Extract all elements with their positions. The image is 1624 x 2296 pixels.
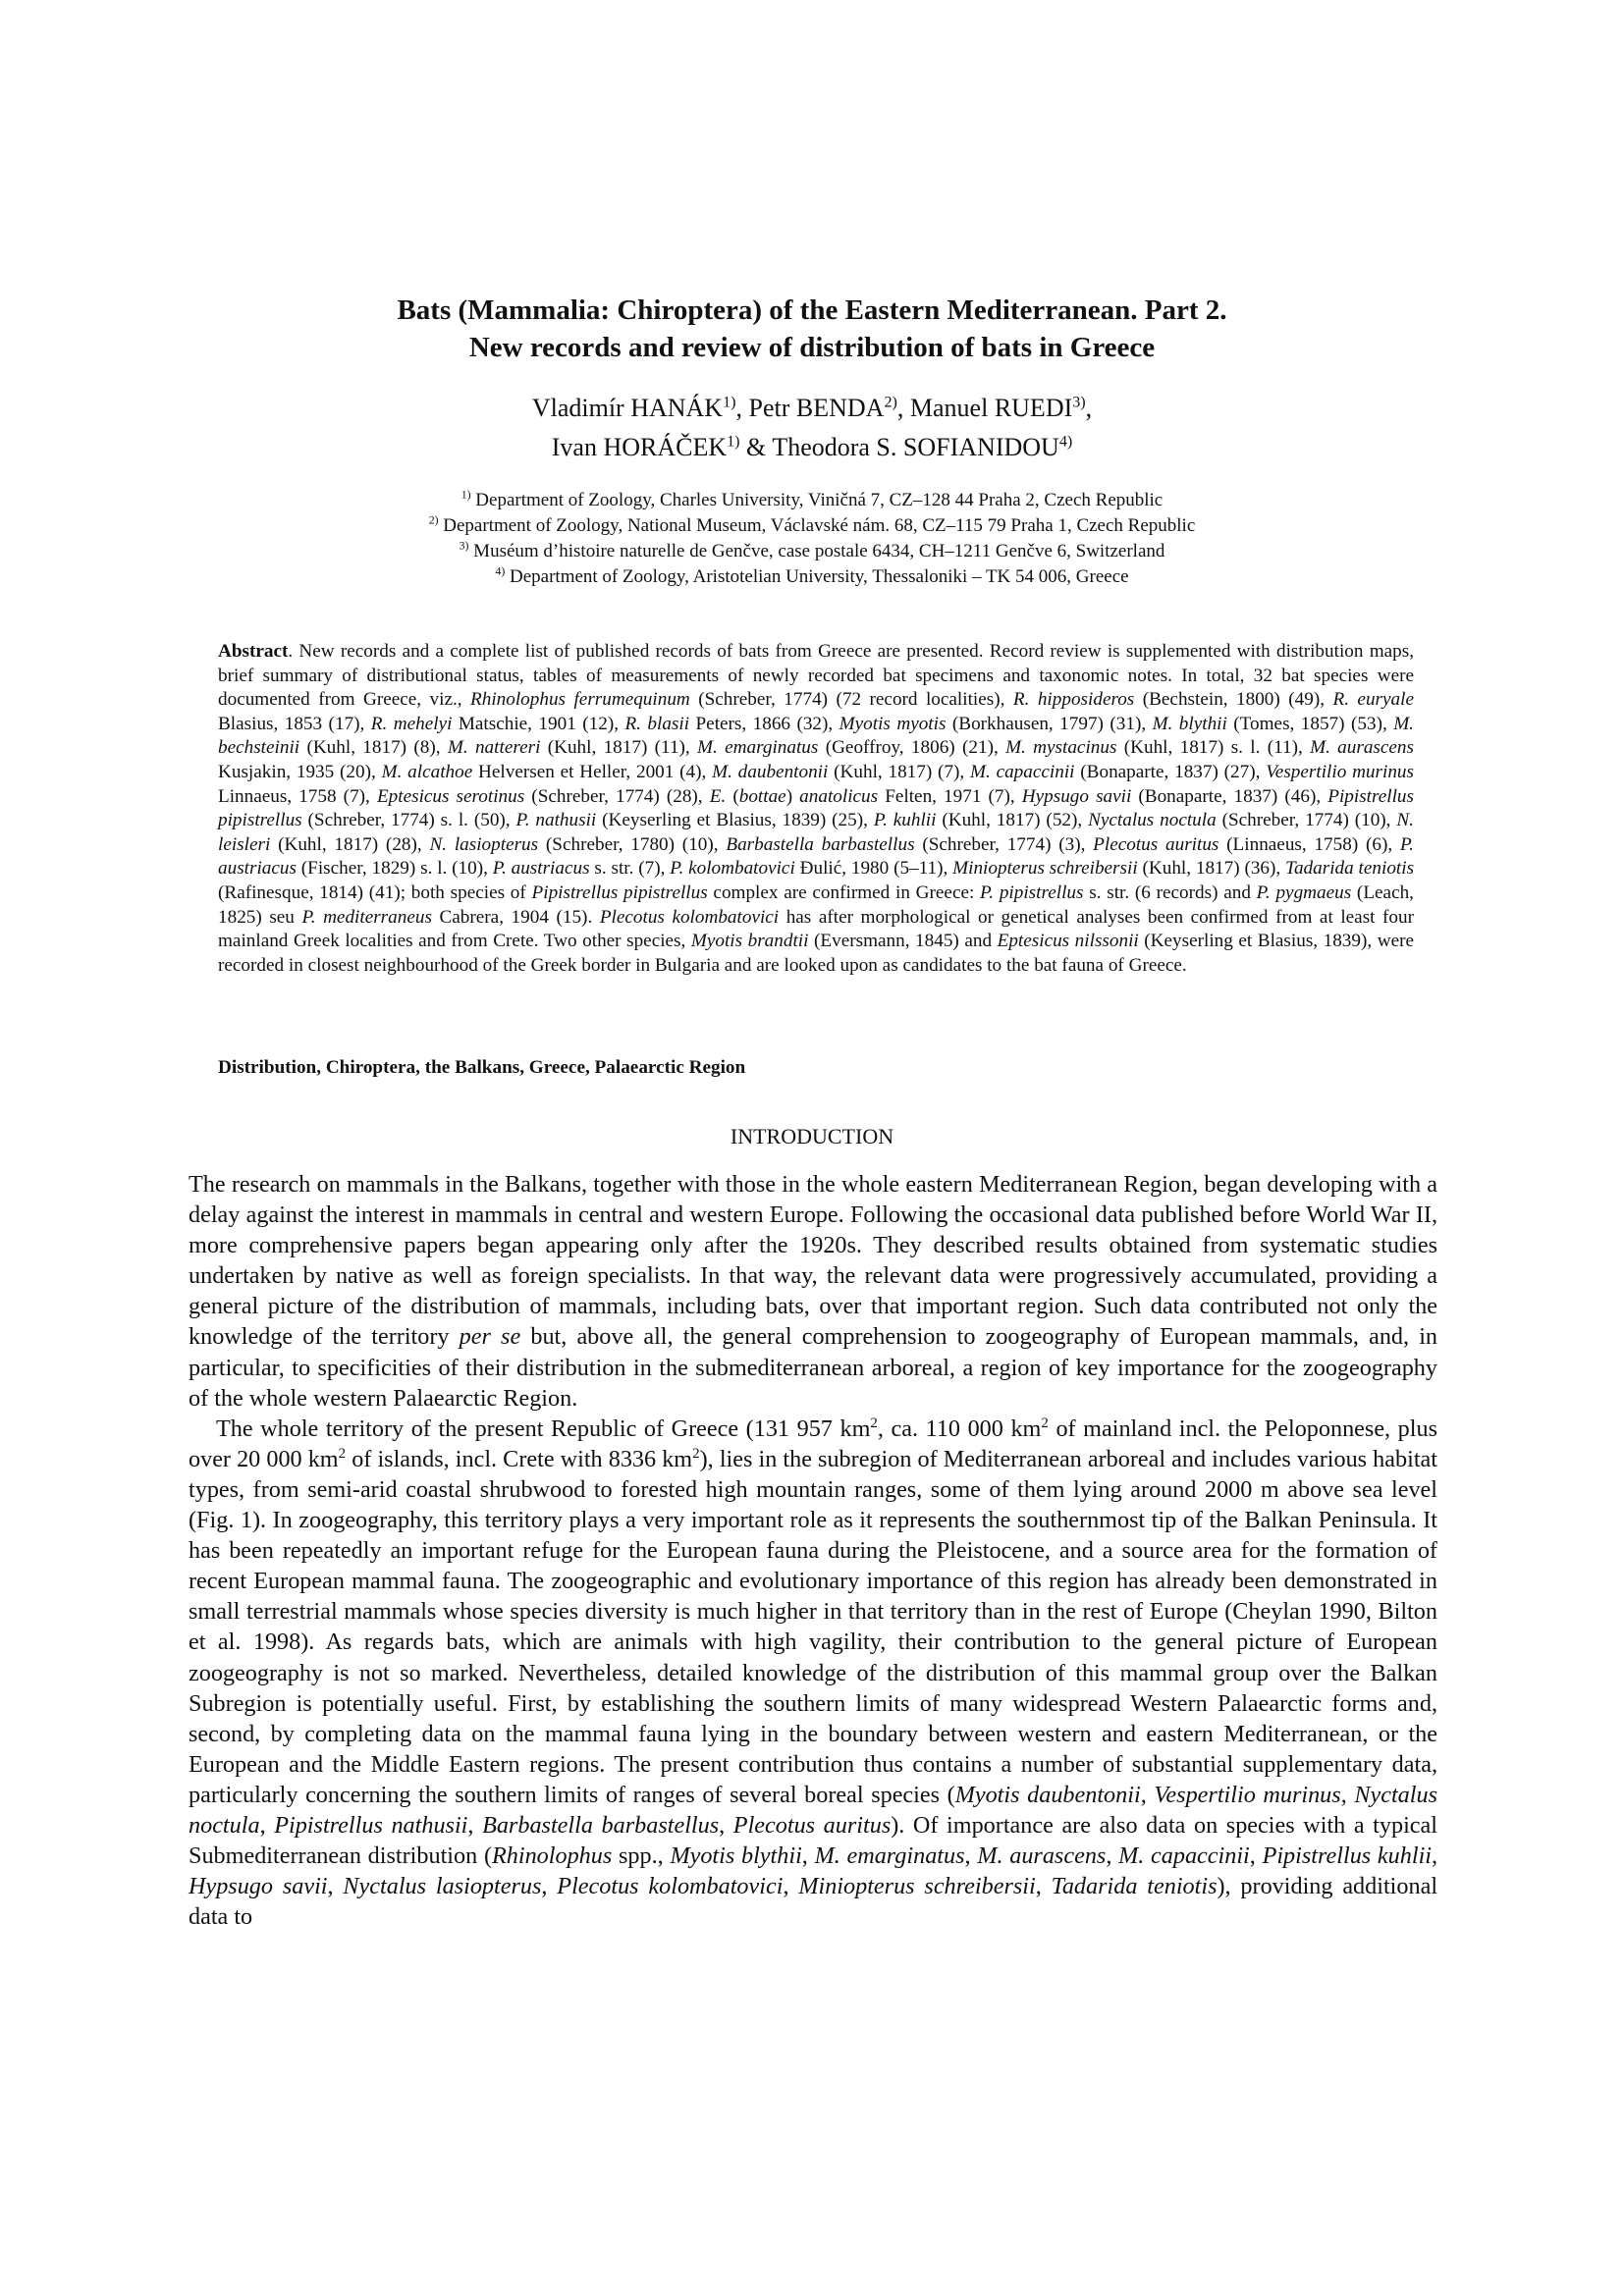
italic-term: Myotis brandtii xyxy=(690,931,809,952)
text-run: , xyxy=(783,1873,799,1900)
text-run: complex are confirmed in Greece: xyxy=(707,881,981,903)
italic-term: Nyctalus lasiopterus xyxy=(343,1873,542,1900)
italic-term: Pipistrellus pipistrellus xyxy=(218,785,1414,831)
text-run: The research on mammals in the Balkans, together with those in the whole eastern Mediterranean Region, began developing with a delay against the interest in mammals in central and western Europe. Following the occasional data published before World War II, more comprehensive papers began appearing only after the 1920s. They described results obtained from systematic studies undertaken by native as well as foreign specialists. In that way, the relevant data were progressively accumulated, providing a general picture of the distribution of mammals, including bats, over that important region. Such data contributed not only the knowledge of the territory xyxy=(189,1171,1437,1351)
italic-term: Plecotus auritus xyxy=(1093,833,1219,855)
italic-term: Myotis blythii xyxy=(670,1842,802,1870)
text-run: Helversen et Heller, 2001 (4), xyxy=(472,761,713,782)
text-run: , xyxy=(801,1842,815,1870)
affiliation: $^{1)}$ Department of Zoology, Charles University, Viničná 7, CZ–128 44 Praha 2, Czech Republic xyxy=(460,488,1164,510)
italic-term: Barbastella barbastellus xyxy=(482,1811,720,1839)
paper-title-line-2: New records and review of distribution of bats in Greece xyxy=(468,332,1156,363)
italic-term: P. nathusii xyxy=(515,810,597,831)
text-run: (Schreber, 1774) (3), xyxy=(914,833,1094,855)
author: Vladimír HANÁK$^{1)}$ xyxy=(531,394,736,422)
introduction-body xyxy=(189,1169,1437,1932)
italic-term: R. mehelyi xyxy=(370,713,453,734)
text-run: , xyxy=(1035,1873,1052,1900)
text-run: Matschie, 1901 (12), xyxy=(452,713,625,734)
text-run: (Linnaeus, 1758) (6), xyxy=(1218,833,1400,855)
text-run: , xyxy=(259,1811,275,1839)
italic-term: Plecotus kolombatovici xyxy=(599,906,780,928)
italic-term: N. lasiopterus xyxy=(429,833,539,855)
text-run: s. str. (7), xyxy=(589,858,671,880)
italic-term: Hypsugo savii xyxy=(189,1873,328,1900)
text-run: (Schreber, 1774) (72 record localities), xyxy=(689,689,1013,711)
paper-title-line-1: Bats (Mammalia: Chiroptera) of the Eastern Mediterranean. Part 2. xyxy=(397,294,1227,326)
text-run: , xyxy=(964,1842,978,1870)
text-run: (Borkhausen, 1797) (31), xyxy=(946,713,1153,734)
text-run: (Kuhl, 1817) (28), xyxy=(270,833,430,855)
affiliation: $^{3)}$ Muséum d’histoire naturelle de Genčve, case postale 6434, CH–1211 Genčve 6, Switzerland xyxy=(459,539,1165,561)
text-run: (Kuhl, 1817) (52), xyxy=(936,810,1089,831)
author: Manuel RUEDI$^{3)}$ xyxy=(909,394,1086,422)
italic-term: Pipistrellus pipistrellus xyxy=(531,881,708,903)
abstract xyxy=(218,640,1414,978)
text-run: (Kuhl, 1817) (8), xyxy=(299,737,448,759)
text-run: , xyxy=(719,1811,733,1839)
italic-term: M. capaccinii xyxy=(1118,1842,1250,1870)
text-run: (Keyserling et Blasius, 1839) (25), xyxy=(596,810,874,831)
text-run: (Bechstein, 1800) (49), xyxy=(1134,689,1333,711)
paragraph xyxy=(189,1169,1437,1414)
italic-term: Eptesicus nilssonii xyxy=(997,931,1139,952)
superscript: 2 xyxy=(338,1445,347,1462)
italic-term: P. pygmaeus xyxy=(1256,881,1352,903)
text-run: spp., xyxy=(612,1842,671,1870)
italic-term: Miniopterus schreibersii xyxy=(952,858,1138,880)
italic-term: M. alcathoe xyxy=(381,761,473,782)
text-run: of islands, incl. Crete with 8336 km xyxy=(346,1445,693,1472)
author: Ivan HORÁČEK$^{1)}$ xyxy=(551,433,740,461)
text-run: (Schreber, 1774) (28), xyxy=(524,785,710,807)
italic-term: Myotis myotis xyxy=(839,713,947,734)
italic-term: anatolicus xyxy=(799,785,879,807)
text-run: The whole territory of the present Republic of Greece (131 957 km xyxy=(216,1415,871,1442)
text-run: Linnaeus, 1758 (7), xyxy=(218,785,377,807)
paragraph xyxy=(189,1414,1437,1933)
italic-term: Nyctalus noctula xyxy=(1088,810,1217,831)
italic-term: Pipistrellus nathusii xyxy=(274,1811,468,1839)
italic-term: M. capaccinii xyxy=(970,761,1075,782)
text-run: Blasius, 1853 (17), xyxy=(218,713,371,734)
italic-term: Eptesicus serotinus xyxy=(376,785,525,807)
text-run: (Bonaparte, 1837) (27), xyxy=(1074,761,1267,782)
text-run: (Tomes, 1857) (53), xyxy=(1226,713,1394,734)
italic-term: M. emarginatus xyxy=(814,1842,965,1870)
text-run: (Kuhl, 1817) s. l. (11), xyxy=(1116,737,1311,759)
text-run: (Eversmann, 1845) and xyxy=(808,931,998,952)
text-run: , xyxy=(327,1873,344,1900)
italic-term: P. kuhlii xyxy=(873,810,937,831)
author-line-2: Ivan HORÁČEK$^{1)}$ & Theodora S. SOFIANIDOU$^{4)}$ xyxy=(551,433,1073,461)
text-run: (Leach, 1825) seu xyxy=(218,881,1414,928)
text-run: Peters, 1866 (32), xyxy=(689,713,839,734)
author: Petr BENDA$^{2)}$ xyxy=(748,394,897,422)
italic-term: Hypsugo savii xyxy=(1021,785,1132,807)
italic-term: R. euryale xyxy=(1332,689,1414,711)
italic-term: bottae xyxy=(738,785,786,807)
italic-term: P. austriacus xyxy=(218,833,1414,880)
italic-term: M. mystacinus xyxy=(1005,737,1117,759)
italic-term: Vespertilio murinus xyxy=(1266,761,1414,782)
abstract-text xyxy=(218,641,1414,976)
italic-term: Plecotus kolombatovici xyxy=(557,1873,784,1900)
text-run: (Schreber, 1774) (10), xyxy=(1216,810,1397,831)
italic-term: M. aurascens xyxy=(977,1842,1107,1870)
keywords: Distribution, Chiroptera, the Balkans, Greece, Palaearctic Region xyxy=(218,1057,746,1078)
text-run: , xyxy=(541,1873,558,1900)
text-run: but, above all, the general comprehension to zoogeography of European mammals, and, in particular, to specificities of their distribution in the submediterranean arboreal, a region of key importance for the zoogeography of the whole western Palaearctic Region. xyxy=(189,1323,1438,1412)
italic-term: M. nattereri xyxy=(447,737,541,759)
affiliation: $^{2)}$ Department of Zoology, National Museum, Václavské nám. 68, CZ–115 79 Praha 1, Czech Republic xyxy=(428,513,1196,536)
text-run: , xyxy=(1249,1842,1263,1870)
text-run: of mainland incl. the Peloponnese, plus over 20 000 km xyxy=(189,1415,1438,1472)
text-run: , xyxy=(1106,1842,1119,1870)
text-run: ) xyxy=(785,785,800,807)
text-run: (Bonaparte, 1837) (46), xyxy=(1131,785,1328,807)
text-run: (Keyserling et Blasius, 1839), were recorded in closest neighbourhood of the Greek border in Bulgaria and are looked upon as candidates to the bat fauna of Greece. xyxy=(218,931,1415,976)
text-run: Felten, 1971 (7), xyxy=(878,785,1022,807)
italic-term: Myotis daubentonii xyxy=(954,1781,1141,1808)
italic-term: P. pipistrellus xyxy=(980,881,1084,903)
italic-term: Pipistrellus kuhlii xyxy=(1262,1842,1433,1870)
text-run: , ca. 110 000 km xyxy=(877,1415,1042,1442)
text-run: (Kuhl, 1817) (36), xyxy=(1137,858,1286,880)
abstract-label: Abstract xyxy=(218,641,289,662)
italic-term: Rhinolophus ferrumequinum xyxy=(470,689,690,711)
text-run: Kusjakin, 1935 (20), xyxy=(218,761,382,782)
italic-term: M. daubentonii xyxy=(712,761,829,782)
text-run: ), lies in the subregion of Mediterranean arboreal and includes various habitat types, from semi-arid coastal shrubwood to forested high mountain ranges, some of them lying around 2000 m above sea level (Fig. 1). In zoogeography, this territory plays a very important role as it represents the southernmost tip of the Balkan Peninsula. It has been repeatedly an important refuge for the European fauna during the Pleistocene, and a source area for the formation of recent European mammal fauna. The zoogeographic and evolutionary importance of this region has already been demonstrated in small terrestrial mammals whose species diversity is much higher in that territory than in the rest of Europe (Cheylan 1990, Bilton et al. 1998). As regards bats, which are animals with high vagility, their contribution to the general picture of European zoogeography is not so marked. Nevertheless, detailed knowledge of the distribution of this mammal group over the Balkan Subregion is potentially useful. First, by establishing the southern limits of many widespread Western Palaearctic forms and, second, by completing data on the mammal fauna lying in the boundary between western and eastern Mediterranean, or the European and the Middle Eastern regions. The present contribution thus contains a number of substantial supplementary data, particularly concerning the southern limits of ranges of several boreal species ( xyxy=(189,1445,1437,1808)
italic-term: Tadarida teniotis xyxy=(1051,1873,1218,1900)
italic-term: Rhinolophus xyxy=(492,1842,613,1870)
author-list xyxy=(236,389,1388,467)
text-run: Cabrera, 1904 (15). xyxy=(431,906,600,928)
italic-term: Tadarida teniotis xyxy=(1285,858,1415,880)
text-run: , xyxy=(1432,1842,1438,1870)
text-run: (Kuhl, 1817) (11), xyxy=(540,737,698,759)
italic-term: Vespertilio murinus xyxy=(1154,1781,1341,1808)
text-run: ). Of importance are also data on species with a typical Submediterranean distribution ( xyxy=(189,1811,1438,1870)
text-run: (Schreber, 1780) (10), xyxy=(538,833,727,855)
superscript: 2 xyxy=(870,1415,878,1431)
text-run: (Fischer, 1829) s. l. (10), xyxy=(296,858,493,880)
italic-term: Plecotus auritus xyxy=(732,1811,892,1839)
affiliations xyxy=(236,488,1388,590)
italic-term: M. bechsteinii xyxy=(218,713,1414,759)
superscript: 2 xyxy=(692,1445,700,1462)
italic-term: Nyctalus noctula xyxy=(189,1781,1438,1839)
text-run: , xyxy=(1340,1781,1355,1808)
italic-term: P. kolombatovici xyxy=(670,858,795,880)
italic-term: M. emarginatus xyxy=(697,737,819,759)
italic-term: R. blasii xyxy=(624,713,690,734)
affiliation: $^{4)}$ Department of Zoology, Aristotelian University, Thessaloniki – TK 54 006, Greece xyxy=(495,564,1129,587)
text-run: , xyxy=(1140,1781,1155,1808)
italic-term: P. mediterraneus xyxy=(301,906,432,928)
text-run: ), providing additional data to xyxy=(189,1873,1438,1931)
text-run: has after morphological or genetical analyses been confirmed from at least four mainland Greek localities and from Crete. Two other species, xyxy=(218,906,1415,952)
italic-term: Miniopterus schreibersii xyxy=(798,1873,1036,1900)
italic-term: Barbastella barbastellus xyxy=(726,833,915,855)
italic-term: M. blythii xyxy=(1152,713,1227,734)
author: Theodora S. SOFIANIDOU$^{4)}$ xyxy=(772,433,1073,461)
italic-term: P. austriacus xyxy=(492,858,590,880)
italic-term: per se xyxy=(459,1323,521,1351)
text-run: , xyxy=(467,1811,483,1839)
author-line-1: Vladimír HANÁK$^{1)}$, Petr BENDA$^{2)}$, Manuel RUEDI$^{3)}$, xyxy=(531,394,1093,422)
italic-term: M. aurascens xyxy=(1310,737,1414,759)
text-run: (Rafinesque, 1814) (41); both species of xyxy=(218,881,532,903)
text-run: Đulić, 1980 (5–11), xyxy=(794,858,953,880)
text-run: (Geoffroy, 1806) (21), xyxy=(818,737,1006,759)
text-run: (Kuhl, 1817) (7), xyxy=(828,761,970,782)
superscript: 2 xyxy=(1041,1415,1049,1431)
text-run: ( xyxy=(726,785,739,807)
italic-term: E. xyxy=(709,785,727,807)
italic-term: N. leisleri xyxy=(218,810,1414,855)
text-run: . New records and a complete list of published records of bats from Greece are presented. Record review is supplemented with distribution maps, brief summary of distributional status, tables of measurements of newly recorded bat specimens and taxonomic notes. In total, 32 bat species were documented from Greece, viz., xyxy=(218,641,1414,711)
italic-term: R. hipposideros xyxy=(1012,689,1135,711)
section-heading-introduction: INTRODUCTION xyxy=(730,1124,894,1148)
text-run: (Schreber, 1774) s. l. (50), xyxy=(301,810,516,831)
text-run: s. str. (6 records) and xyxy=(1083,881,1257,903)
